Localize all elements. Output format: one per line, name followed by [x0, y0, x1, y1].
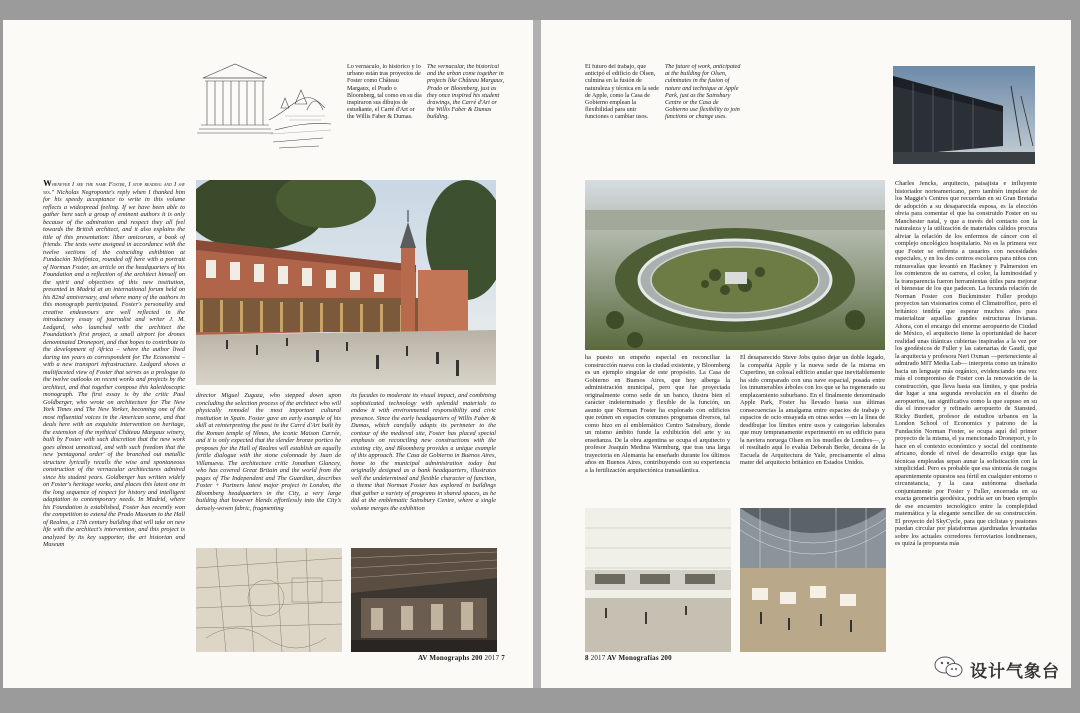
folio-publication: AV Monografías 200 — [607, 654, 672, 662]
folio-year: 2017 — [590, 654, 606, 662]
architectural-sketch — [195, 50, 337, 160]
left-page — [3, 20, 533, 688]
column-1-text: ha puesto un empeño especial en reconciliar la construcción nueva con la ciudad existente, y Bloomberg es un ejemplo singular de este propósito. La Casa de Gobierno en Buenos Aires, que hoy alberga la administración municipal, pero que fue proyectada originalmente como sede de un banco, ilustra bien el carácter indeterminado y flexible de la función, un asunto que Norman Foster ha explorado con edificios que reúnen en espacios comunes programas diversos, tal como hizo en el emblemático Centro Sainsbury, donde un mismo ámbito funde la exhibición del arte y su enseñanza. De la obra argentina se ocupa el arquitecto y profesor Joaquín Medina Warmburg, que tras una larga trayectoria en Alemania ha enseñado durante los últimos años en Buenos Aires, contribuyendo con su experiencia a la fertilización arquitectónica transatlántica. — [585, 354, 730, 474]
intro-body: " Nicholas Negroponte's reply when I thanked him for his speedy acceptance to write in this volume reflects a widespread feeling. If we have been able to gather here such a group of eminent authors it is only because of the admiration and respect they all feel towards the British architect, and it also explains the title of this presentation: liber amicorum, a book of friends. The texts were assigned in accordance with the twelve sections of the coinciding exhibition at Fundación Telefónica, rounded off here with a portrait of Norman Foster, an article on the headquarters of his Foundation and a reflection of the architect himself on the spirit and objectives of this new institution, presented in Madrid at an international forum held on his 82nd anniversary, and where many of the authors in this monograph participated. Foster's personality and creative endeavours are well reflected in the introductory essay of journalist and writer J. M. Ledgard, who launched with the architect the Foundation's first project, a small airport for drones denominated Droneport, and that hopes to contribute to the development of Africa – where the author lived during ten years as correspondent for The Economist – with a new transport infrastructure. Ledgard shows a multifaceted view of Foster that serves as a prologue to the twelve outlooks on recent works and projects by the architect, and that together compose this kaleidoscopic monograph. The first essay is by the critic Paul Goldberger, who wrote on architecture for The New York Times and The New Yorker, becoming one of the most influential voices in the American scene, and that deals here with an exquisite intervention on heritage, the extension of the mythical Château Margaux winery, built by Foster with such discretion that the new work goes almost unnoticed, and with such freedom that the new 'pentagonal order' of the branched out metallic structure lyrically recalls the wise and spontaneous construction of the vernacular architectures admired since his student years. Goldberger has written widely on Foster's heritage works, and places this latest one in the long sequence of respect for history and intelligent adaptation to contemporary needs. In Madrid, where his Foundation is established, Foster has recently won the competition to extend the Prado Museum to the Hall of Realms, a 17th century building that will take on new life with the architect's intervention, and this project is analyzed by its key supporter, the art historian and Museum — [43, 188, 185, 548]
folio-publication: AV Monographs 200 — [417, 654, 483, 662]
bloomberg-interior-photo — [351, 548, 497, 652]
watermark — [934, 655, 1060, 683]
book-gutter — [533, 20, 541, 688]
airport-hall-photo — [740, 508, 886, 652]
apple-park-aerial-photo — [585, 180, 885, 350]
caption-english: The future of work, anticipated at the building for Olsen, culminates in the fusion of nature and technique at Apple Park, just as the Sainsbury Centre or the Casa de Gobierno use flexibility to join functions or change uses. — [665, 64, 741, 121]
caption-spanish: Lo vernáculo, lo histórico y lo urbano están tras proyectos de Foster como Château Margaux, el Prado o Bloomberg, tal como en su día inspiraron sus dibujos de estudiante, el Carré d'Art or the Willis Faber & Dumas. — [347, 64, 422, 121]
column-3-text: its facades to moderate its visual impact, and combining sophisticated technology with splendid materials to endow it with environmental responsibility and civic presence. Since the early headquarters of Willis Faber & Dumas, which carefully adapts its perimeter to the contour of the medieval site, Foster has placed special emphasis on reconciling new constructions with the existing city, and Bloomberg provides a unique example of this approach. The Casa de Gobierno in Buenos Aires, home to the municipal administration today but originally designed as a bank headquarters, illustrates well the undetermined and flexible character of function, a theme that Norman Foster has explored in buildings that gather a variety of programs in shared spaces, as he did at the emblematic Sainsbury Centre, where a single volume merges the exhibition — [351, 392, 496, 512]
column-3-text: Charles Jencks, arquitecto, paisajista e influyente historiador norteamericano, pero también impulsor de los Maggie's Centres que recuerdan en su Gran Bretaña de adopción a su desaparecida esposa, es la elección obvia para comentar el que ha construido Foster en su Manchester natal, y que a través del contacto con la naturaleza y la utilización de materiales cálidos procura aliviar la relación de los enfermos de cáncer con el complejo oncológico hospitalario. No es la primera vez que Foster se enfrenta a usuarios con necesidades especiales, y en los des centros escolares para niños con minusvalías que levantó en Hackney y Palmerston en los comienzos de su carrera, el color, la luminosidad y la transparencia fueron herramientas útiles para mejorar el bienestar de los que padecen. La fecunda relación de Norman Foster con Buckminster Fuller produjo proyectos tan visionarios como el Climatroffice, pero el británico tendría que esperar muchos años para materializar aquellas grandes estructuras livianas. Ahora, con el encargo del enorme aeropuerto de Ciudad de México, el arquitecto tiene la oportunidad de hacer realidad unas títánicas cubiertas inspiradas a la vez por los geodésicos de Fuller y las catenarias de Gaudí, que la arquitecta y profesora Neri Oxman —perteneciente al admirado MIT Media Lab— interpreta como un tránsito hacia un lenguaje más orgánico, evidenciando una vez más el compromiso de Foster con la renovación de la construcción, que lleva hasta sus límites, y que podría dar lugar a una segunda revolución en el diseño de aeropuertos, tan significativa como la que supuso en su día el innovador y refinado aeropuerto de Stansted. Ricky Burdett, profesor de estudios urbanos en la London School of Economics y patrono de la Fundación Norman Foster, se ocupa aquí del primer proyecto de la misma, el ya mencionado Droneport, y lo hace en el contexto económico y social del continente africano, donde el nivel de desarrollo exige que las técnicas empleadas sepan aunar la sofisticación con la simplicidad. Pero es probable que esa sintonía de rasgos aparentemente opuestos sea fértil en cualquier entorno o circunstancia, y la casa autónoma diseñada conjuntamente por Foster y Fuller, encerrada en su exacta geometría geodésica, podría ser un buen ejemplo de ese encuentro tecnológico entre la complejidad matemática y la elegante sencillez de su construcción. El proyecto del SkyCycle, para que ciclistas y peatones puedan circular por plataformas ajardinadas levantadas sobre los actuales corredores ferroviarios londinenses, es quizá la propuesta más — [895, 180, 1037, 547]
caption-spanish: El futuro del trabajo, que anticipó el edificio de Olsen, culmina en la fusión de naturaleza y técnica en la sede de Apple, como la Casa de Gobierno emplean la flexibilidad para unir funciones o cambiar usos. — [585, 64, 659, 121]
wechat-icon — [934, 655, 964, 683]
interior-atrium-photo — [585, 508, 731, 652]
caption-english: The vernacular, the historical and the urban come together in projects like Château Margaux, Prado or Bloomberg, just as they once inspired his student drawings, the Carré d'Art or the Willis Faber & Dumas building. — [427, 64, 505, 121]
right-page — [541, 20, 1071, 688]
right-folio — [585, 654, 672, 662]
dropcap: W — [43, 180, 52, 188]
column-2-text: director Miguel Zugaza, who stepped down upon concluding the selection process of the architect who will physically remodel the most important cultural institution in Spain. Foster gave an early example of his skill at reinterpreting the past in the Carré d'Art built by the Roman temple of Nîmes, the iconic Maison Carrée, and it is only expected that the slender bronze portico he proposes for the Hall of Realms will establish an equally fertile dialogue with the stone colonnade by Juan de Villanueva. The architecture critic Jonathan Glancey, who has covered Great Britain and the world from the pages of The Independent and The Guardian, describes Foster + Partners latest major project in London, the Bloomberg headquarters in the City, a very large building that however blends effortlessly into the City's densely-woven fabric, fragmenting — [196, 392, 341, 512]
watermark-text: 设计气象台 — [970, 661, 1060, 682]
column-2-text: El desaparecido Steve Jobs quiso dejar un doble legado, la compañía Apple y la nueva sede de la misma en Cupertino, un colosal edificio anular que inevitablemente ha sido comparado con una nave espacial, posada entre los innumerables árboles con los que se ha regenerado su emplazamiento suburbano. En el finalmente denominado Apple Park, Foster ha llevado hasta sus últimas consecuencias la amalgama entre espacios de trabajo y espacios de ocio ensayada en otras sedes —en la línea de desdibujar los límites entre usos y categorías laborales que muy tempranamente experimentó en su edificio para la naviera noruega Olsen en los muelles de Londres—, y el resultado aquí lo evalúa Deborah Berke, decana de la Escuela de Arquitectura de Yale, precisamente el alma mater del arquitecto británico en Estados Unidos. — [740, 354, 885, 466]
plan-drawing-photo — [196, 548, 342, 652]
hall-of-realms-photo — [196, 180, 496, 385]
docks-building-photo — [893, 66, 1035, 164]
folio-page-number: 7 — [501, 654, 505, 662]
folio-page-number: 8 — [585, 654, 589, 662]
column-1-text — [43, 180, 185, 640]
intro-lead: henever I see the name Foster, I stop reading and I say yes. — [43, 181, 185, 196]
folio-year: 2017 — [484, 654, 500, 662]
left-folio — [418, 654, 505, 662]
